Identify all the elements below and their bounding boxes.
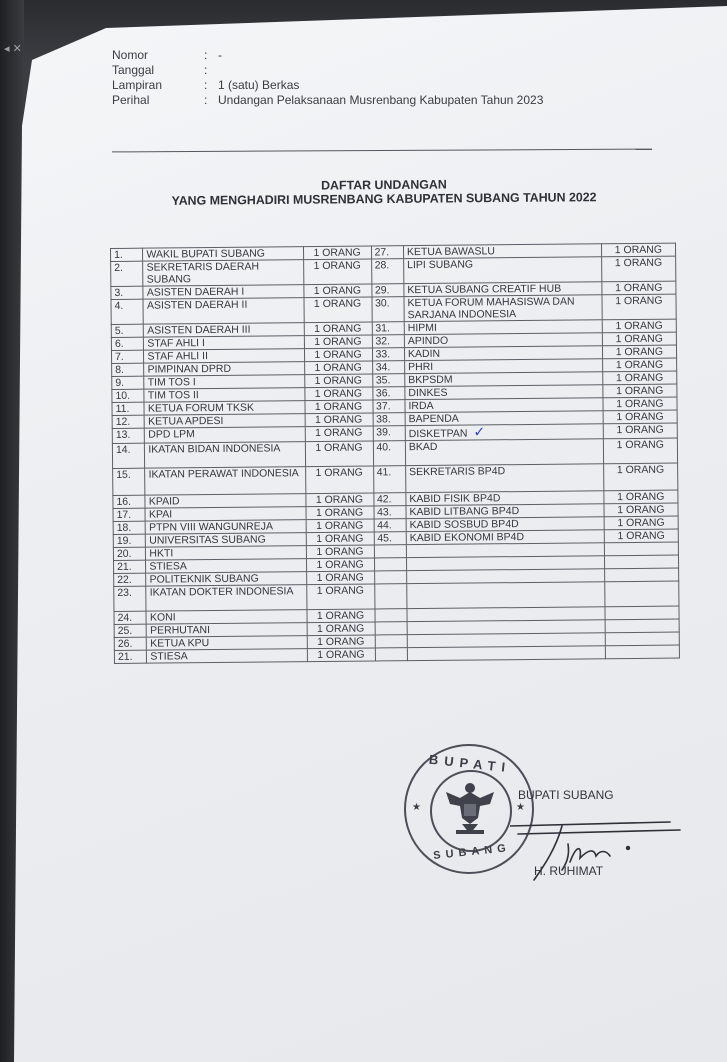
row-number-cell [373,466,406,493]
invitee-name-text: POLITEKNIK SUBANG [149,572,259,586]
invitee-name-text: ASISTEN DAERAH II [146,298,248,312]
quantity-cell [602,345,676,359]
invitee-name-text: KETUA BAWASLU [406,245,495,259]
row-number-cell [372,374,405,387]
quantity-cell [305,426,373,442]
row-number-cell [372,400,405,413]
quantity-cell [304,400,372,414]
row-number-cell [112,443,145,468]
quantity-text: 1 ORANG [615,345,664,359]
invitee-name-cell [145,427,305,444]
quantity-cell [604,542,678,556]
quantity-text: 1 ORANG [314,322,362,336]
row-number-cell [371,259,404,284]
row-number-cell [113,534,146,547]
row-number-text: 34. [375,361,391,374]
row-number-text: 43. [376,506,392,519]
header-value: Undangan Pelaksanaan Musrenbang Kabupaten Tahun 2023 [218,93,544,107]
quantity-cell [603,384,677,398]
quantity-text: 1 ORANG [317,648,365,662]
invitee-name-cell [147,649,307,664]
title-line-2: YANG MENGHADIRI MUSRENBANG KABUPATEN SUBANG TAHUN 2022 [171,190,597,208]
quantity-text: 1 ORANG [615,358,664,372]
invitee-name-text: WAKIL BUPATI SUBANG [146,247,265,261]
row-number-text: 7. [114,350,124,363]
quantity-text: 1 ORANG [317,635,365,649]
row-number-cell [371,284,404,297]
invitee-name-text: KABID LITBANG BP4D [409,505,520,519]
invitee-name-text: KABID FISIK BP4D [409,492,501,506]
quantity-cell [605,645,679,659]
seal-top-text: BUPATI [428,751,512,776]
invitee-name-cell [143,298,303,325]
row-number-cell [371,297,404,322]
row-number-cell [111,261,144,286]
invitee-name-text: TIM TOS II [147,389,199,402]
signer-name: H. RUHIMAT [534,864,604,878]
seal-bottom-text: SUBANG [432,841,512,863]
quantity-cell [305,506,373,520]
row-number-cell [373,426,406,441]
invitee-name-text: APINDO [407,334,449,348]
row-number-cell [112,389,145,402]
row-number-cell [111,286,144,299]
quantity-cell [303,297,371,323]
quantity-text: 1 ORANG [617,503,665,517]
row-number-cell [113,468,146,495]
invitee-name-text: STAF AHLI I [147,337,205,350]
row-number-cell [111,324,144,337]
invitee-name-text: HIPMI [407,321,437,335]
row-number-text: 20. [116,547,132,560]
row-number-text: 23. [117,586,132,599]
quantity-cell [603,423,677,439]
garuda-emblem-icon [442,778,498,838]
quantity-text: 1 ORANG [313,297,362,311]
invitee-name-text: KPAID [148,495,180,508]
quantity-text: 1 ORANG [316,609,365,623]
header-label: Nomor [112,48,149,62]
invitee-name-text: LIPI SUBANG [407,258,474,272]
quantity-text: 1 ORANG [314,387,363,401]
quantity-text: 1 ORANG [616,463,665,477]
header-label: Tanggal [112,63,155,77]
quantity-text: 1 ORANG [616,397,664,411]
quantity-text: 1 ORANG [316,584,364,598]
invitee-name-text: PTPN VIII WANGUNREJA [149,520,274,534]
header-label: Lampiran [112,78,163,92]
row-number-text: 27. [374,246,390,259]
invitee-name-text: BAPENDA [408,412,459,426]
row-number-text: 13. [115,428,131,441]
invitee-name-text: DPD LPM [148,428,195,441]
quantity-cell [605,619,679,633]
row-number-text: 38. [376,413,391,426]
quantity-cell [604,581,679,607]
row-number-text: 5. [114,324,124,337]
quantity-text: 1 ORANG [313,284,362,298]
row-number-text: 24. [117,611,133,624]
quantity-cell [604,529,678,543]
row-number-text: 44. [377,519,392,532]
row-number-cell [374,532,407,545]
row-number-text: 15. [116,468,131,481]
signature-block [400,742,690,892]
invitee-name-cell [406,464,604,493]
row-number-text: 3. [114,286,124,299]
quantity-cell [603,410,677,424]
row-number-cell [372,361,405,374]
row-number-text: 37. [375,400,391,413]
quantity-cell [306,609,374,623]
star-icon: ★ [412,802,421,813]
quantity-text: 1 ORANG [615,294,663,308]
row-number-cell [114,573,147,586]
quantity-cell [602,281,676,295]
quantity-text: 1 ORANG [615,371,664,385]
header-colon: : [204,48,208,62]
quantity-cell [605,606,679,620]
quantity-cell [602,332,676,346]
invitee-name-text: PHRI [408,360,434,374]
corner-glyphs-icon: ◂ ✕ [4,43,22,55]
row-number-text: 30. [374,297,390,310]
quantity-cell [304,322,372,336]
row-number-text: 42. [376,493,392,506]
row-number-text: 29. [374,284,390,297]
row-number-cell [113,547,146,560]
row-number-cell [374,519,407,532]
invitee-name-text: KPAI [148,508,173,521]
quantity-text: 1 ORANG [315,441,363,455]
row-number-cell [111,299,144,324]
row-number-text: 19. [116,534,132,547]
row-number-cell [372,387,405,400]
row-number-text: 32. [375,335,391,348]
row-number-cell [114,611,147,624]
invitee-name-text: HKTI [149,547,174,560]
title-line-1: DAFTAR UNDANGAN [321,177,447,193]
row-number-cell [114,650,147,663]
row-number-text: 35. [375,374,391,387]
row-number-text: 11. [115,402,130,415]
invitee-name-cell [146,585,306,612]
row-number-cell [374,558,407,571]
invitee-name-text: DINKES [408,386,448,400]
row-number-text: 1. [114,248,123,261]
quantity-text: 1 ORANG [315,466,363,480]
row-number-text: 8. [115,363,124,376]
row-number-text: 9. [115,376,125,389]
row-number-text: 21. [117,650,133,663]
quantity-cell [304,348,372,362]
quantity-text: 1 ORANG [314,400,363,414]
invitee-name-text: STIESA [150,650,188,663]
quantity-cell [307,648,375,662]
row-number-cell [113,508,146,521]
row-number-cell [373,493,406,506]
quantity-text: 1 ORANG [617,490,665,504]
quantity-text: 1 ORANG [314,335,362,349]
row-number-cell [111,337,144,350]
invitee-name-text: IKATAN BIDAN INDONESIA [148,442,281,456]
quantity-cell [605,632,679,646]
row-number-text: 6. [114,337,124,350]
invitee-name-text: PIMPINAN DPRD [147,362,232,376]
row-number-cell [374,571,407,584]
invitee-name-text: IKATAN DOKTER INDONESIA [149,585,294,599]
row-number-cell [374,609,407,622]
quantity-cell [304,374,372,388]
row-number-cell [114,637,147,650]
header-label: Perihal [112,93,150,107]
invitee-name-cell [145,442,305,469]
row-number-cell [111,248,144,261]
quantity-cell [307,622,375,636]
row-number-cell [375,635,408,648]
invitee-name-text: TIM TOS I [147,376,196,389]
row-number-text: 14. [115,443,131,456]
quantity-text: 1 ORANG [616,410,664,424]
quantity-cell [305,441,373,467]
quantity-text: 1 ORANG [617,516,665,530]
invitee-name-cell [143,260,303,287]
quantity-cell [601,256,676,282]
quantity-cell [306,545,374,559]
invitee-name-cell [407,646,605,661]
quantity-cell [306,519,374,533]
row-number-cell [113,495,146,508]
invitee-name-text: BKPSDM [408,373,453,387]
row-number-cell [374,584,407,609]
quantity-cell [306,532,374,546]
invitee-name-text: SEKRETARIS BP4D [409,465,506,479]
quantity-cell [306,558,374,572]
row-number-text: 33. [375,348,391,361]
quantity-text: 1 ORANG [314,413,363,427]
signer-title: BUPATI SUBANG [518,788,614,802]
quantity-text: 1 ORANG [315,426,363,440]
row-number-cell [112,376,145,389]
row-number-text: 4. [114,299,124,312]
quantity-cell [604,568,678,582]
row-number-cell [373,506,406,519]
invitee-name-text: KABID SOSBUD BP4D [409,518,519,532]
quantity-text: 1 ORANG [315,519,364,533]
invitee-name-text: IKATAN PERAWAT INDONESIA [148,467,299,481]
quantity-text: 1 ORANG [313,259,361,273]
quantity-cell [601,243,675,257]
row-number-cell [112,363,145,376]
invitee-name-text: KONI [149,611,176,624]
row-number-cell [112,402,145,415]
row-number-text: 41. [376,466,392,479]
quantity-text: 1 ORANG [615,281,663,295]
row-number-cell [113,560,146,573]
invitation-table-body [111,243,680,663]
invitee-name-text: KETUA KPU [150,637,210,650]
quantity-cell [602,294,677,320]
invitee-name-text: KADIN [407,347,441,361]
invitee-name-text: KETUA SUBANG CREATIF HUB [407,282,562,297]
quantity-text: 1 ORANG [615,319,663,333]
row-number-cell [375,648,408,661]
quantity-cell [603,438,678,464]
row-number-text: 26. [117,637,133,650]
list-title [140,176,628,208]
quantity-text: 1 ORANG [616,438,664,452]
quantity-cell [303,259,371,285]
quantity-cell [305,466,373,494]
row-number-text: 16. [116,495,132,508]
row-number-cell [114,586,147,611]
quantity-text: 1 ORANG [616,423,664,437]
quantity-text: 1 ORANG [314,374,362,388]
row-number-text: 2. [114,261,124,274]
quantity-cell [602,319,676,333]
quantity-cell [303,246,371,260]
invitee-name-text: KABID EKONOMI BP4D [409,531,525,545]
row-number-cell [113,521,146,534]
row-number-cell [375,622,408,635]
invitee-name-cell [405,439,603,466]
row-number-text: 36. [375,387,391,400]
quantity-cell [304,387,372,401]
row-number-text: 10. [115,389,131,402]
row-number-cell [371,246,404,259]
quantity-cell [603,397,677,411]
quantity-text: 1 ORANG [315,493,364,507]
quantity-text: 1 ORANG [615,332,663,346]
invitee-name-text: BKAD [408,440,438,454]
header-value: 1 (satu) Berkas [218,78,300,92]
row-number-cell [372,322,405,335]
invitee-name-text: ASISTEN DAERAH I [146,285,245,299]
quantity-text: 1 ORANG [315,506,364,520]
invitee-name-text: IRDA [408,399,434,413]
invitee-name-cell [404,295,602,322]
quantity-cell [306,584,374,610]
quantity-cell [304,361,372,375]
header-value: - [218,48,222,62]
header-colon: : [204,63,208,77]
row-number-text: 28. [374,259,390,272]
row-number-cell [374,545,407,558]
invitee-name-text: KETUA FORUM TKSK [147,401,255,415]
quantity-cell [305,493,373,507]
quantity-text: 1 ORANG [314,348,362,362]
row-number-cell [372,348,405,361]
invitee-name-text: SEKRETARIS DAERAH SUBANG [146,260,260,286]
quantity-cell [307,635,375,649]
invitee-name-text: STAF AHLI II [147,350,209,363]
row-number-cell [112,415,145,428]
quantity-text: 1 ORANG [614,243,663,257]
checkmark-icon: ✓ [473,423,486,440]
row-number-text: 18. [116,521,132,534]
invitee-name-cell [145,467,305,496]
quantity-cell [306,571,374,585]
row-number-text: 22. [117,573,132,586]
row-number-cell [373,413,406,426]
quantity-cell [303,284,371,298]
invitee-name-text: DISKETPAN [408,427,468,441]
quantity-cell [603,463,678,491]
row-number-text: 25. [117,624,133,637]
invitee-name-text: KETUA APDESI [148,414,224,428]
invitee-name-text: STIESA [149,560,187,573]
quantity-cell [304,335,372,349]
invitee-name-text: ASISTEN DAERAH III [147,323,251,337]
invitee-name-cell [407,582,605,609]
row-number-cell [111,350,144,363]
row-number-cell [373,441,406,466]
invitee-name-text: PERHUTANI [150,624,211,637]
row-number-text: 21. [117,560,132,573]
quantity-text: 1 ORANG [614,256,663,270]
row-number-text: 17. [116,508,132,521]
quantity-cell [602,358,676,372]
row-number-text: 39. [376,426,391,439]
quantity-cell [604,555,678,569]
invitee-name-cell [404,257,602,284]
quantity-text: 1 ORANG [316,558,364,572]
row-number-cell [114,624,147,637]
quantity-text: 1 ORANG [316,571,364,585]
quantity-cell [604,490,678,504]
row-number-text: 40. [376,441,392,454]
quantity-cell [602,371,676,385]
quantity-text: 1 ORANG [316,545,364,559]
quantity-text: 1 ORANG [616,384,664,398]
quantity-text: 1 ORANG [316,532,364,546]
header-colon: : [204,78,208,92]
quantity-cell [604,516,678,530]
quantity-cell [604,503,678,517]
invitation-table [110,243,680,664]
header-colon: : [204,93,208,107]
quantity-text: 1 ORANG [617,529,665,543]
quantity-text: 1 ORANG [314,361,362,375]
quantity-cell [305,413,373,427]
invitee-name-text: UNIVERSITAS SUBANG [149,533,266,547]
quantity-text: 1 ORANG [316,622,365,636]
star-icon: ★ [516,802,525,813]
row-number-text: 12. [115,415,131,428]
row-number-cell [372,335,405,348]
quantity-text: 1 ORANG [313,246,361,260]
row-number-text: 31. [375,322,390,335]
row-number-text: 45. [377,532,392,545]
invitee-name-text: KETUA FORUM MAHASISWA DAN SARJANA INDONESIA [407,295,575,322]
row-number-cell [112,428,145,443]
